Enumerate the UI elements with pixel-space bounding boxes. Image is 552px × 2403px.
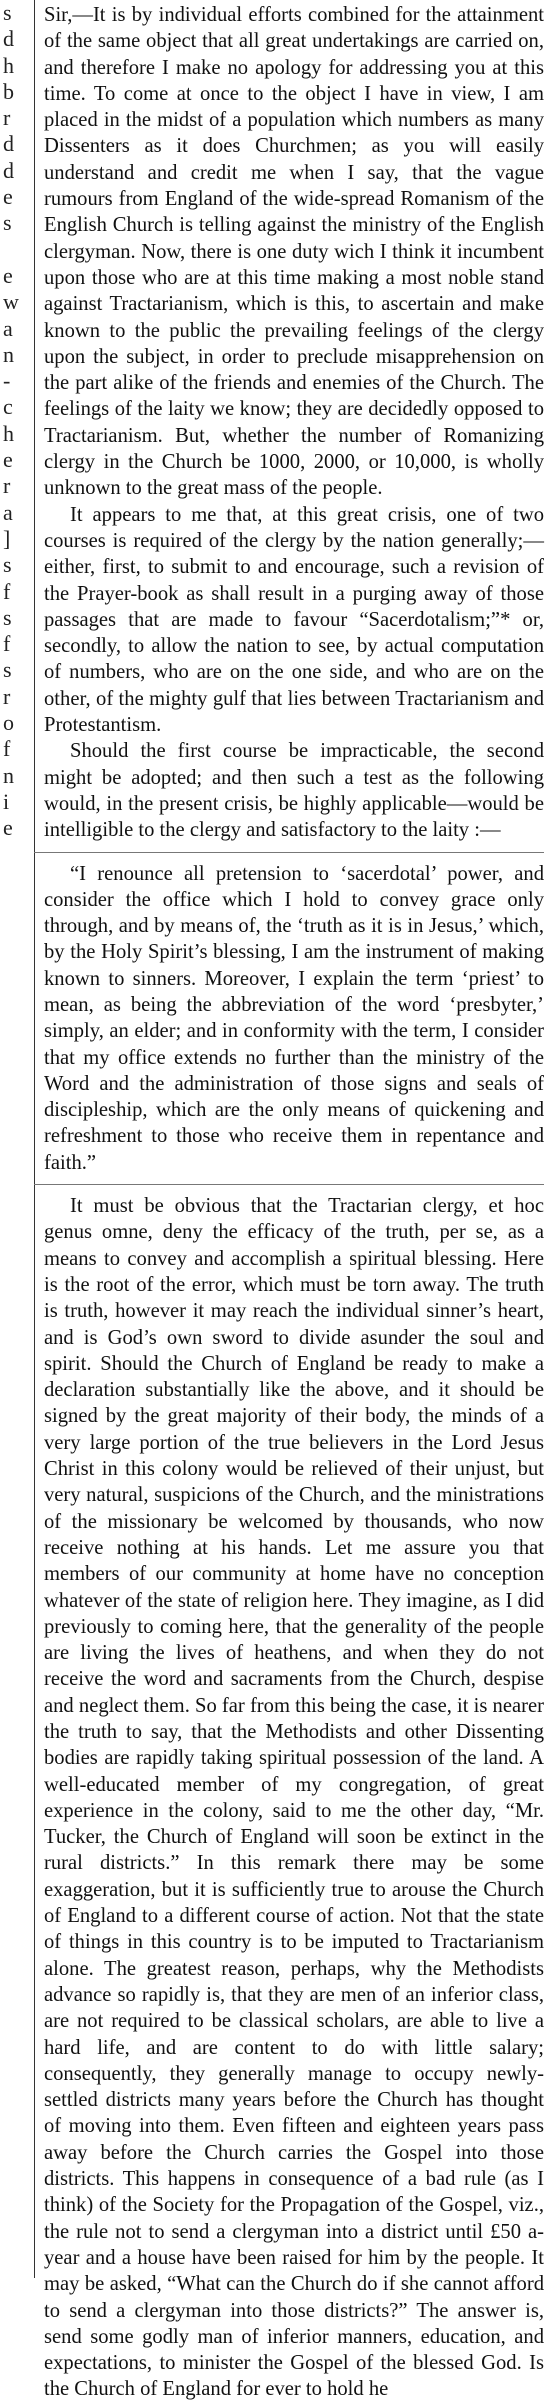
margin-letter: h bbox=[3, 420, 14, 446]
margin-letter: i bbox=[3, 788, 10, 814]
separator-top bbox=[34, 852, 544, 853]
separator-bottom bbox=[34, 1184, 544, 1185]
margin-letter: h bbox=[3, 52, 14, 78]
margin-letter bbox=[0, 237, 30, 263]
margin-letter: c bbox=[3, 394, 13, 420]
margin-letter: f bbox=[3, 578, 11, 604]
margin-letter: - bbox=[3, 368, 11, 394]
margin-letter: s bbox=[3, 552, 12, 578]
margin-letter: d bbox=[3, 131, 14, 157]
margin-letter: s bbox=[3, 210, 12, 236]
margin-letter: s bbox=[3, 657, 12, 683]
paragraph-test: Should the first course be impracticable, the second might be adopted; and then such a test as the following would, in the present crisis, be highly applicable—would be intelligible to the clergy and satisfactory to the laity :— bbox=[44, 740, 544, 842]
margin-letter: s bbox=[3, 604, 12, 630]
margin-letter: e bbox=[3, 447, 13, 473]
margin-letter: d bbox=[3, 157, 14, 183]
paragraph-argument: It must be obvious that the Tractarian clergy, et hoc genus omne, deny the efficacy of the truth, per se, as a means to convey and accomplish a spiritual blessing. Here is the root of the error, which must be torn away. The truth is truth, however it may reach the individual sinner’s heart, and is God’s own sword to divide asunder the soul and spirit. Should the Church of England be ready to make a declaration substantially like the above, and it should be signed by the great majority of their body, the minds of a very large portion of the true believers in the Lord Jesus Christ in this colony would be relieved of their unjust, but very natural, suspicions of the Church, and the ministrations of the missionary be welcomed by thousands, who now receive nothing at his hands. Let me assure you that members of our community at home have no conception whatever of the state of religion here. They imagine, as I did previously to coming here, that the generality of the people are living the lives of heathens, and when they do not receive the word and sacraments from the Church, despise and neglect them. So far from this being the case, it is nearer the truth to say, that the Methodists and other Dissenting bodies are rapidly taking spiritual possession of the land. A well-educated member of my congregation, of great experience in the colony, said to me the other day, “Mr. Tucker, the Church of England will soon be extinct in the rural districts.” In this remark there may be some exaggeration, but it is sufficiently true to arouse the Church of England to a different course of action. Not that the state of things in this country is to be imputed to Tractarianism alone. The greatest reason, perhaps, why the Methodists advance so rapidly is, that they are men of an inferior class, are not required to be classical scholars, are able to live a hard life, and are content to do with little salary; consequently, they generally manage to occupy newly-settled districts many years before the Church has thought of moving into them. Even fifteen and eighteen years pass away before the Church carries the Gospel into those districts. This happens in consequence of a bad rule (as I think) of the Society for the Propagation of the Gospel, viz., the rule not to send a clergyman into a district until £50 a-year and a house have been raised for him by the people. It may be asked, “What can the Church do if she cannot afford to send a clergyman into those districts?” The answer is, send some godly man of inferior manners, education, and expectations, to minister the Gospel of the blessed God. Is the Church of England for ever to hold he bbox=[44, 1195, 544, 2401]
column-rule bbox=[34, 0, 35, 2278]
margin-letter: r bbox=[3, 473, 11, 499]
margin-letter: n bbox=[3, 341, 14, 367]
margin-letter: f bbox=[3, 631, 11, 657]
left-margin-letters bbox=[0, 0, 30, 2278]
margin-letter: e bbox=[3, 815, 13, 841]
margin-letter: n bbox=[3, 762, 14, 788]
margin-letter: f bbox=[3, 736, 11, 762]
margin-letter: d bbox=[3, 26, 14, 52]
margin-letter: e bbox=[3, 262, 13, 288]
margin-letter: ] bbox=[3, 525, 11, 551]
margin-letter: a bbox=[3, 315, 13, 341]
paragraph-opening: Sir,—It is by individual efforts combined for the attainment of the same object that all great undertakings are carried on, and therefore I make no apology for addressing you at this time. To come at once to the object I have in view, I am placed in the midst of a population which numbers as many Dissenters as it does Churchmen; as you will easily understand and credit me when I say, that the vague rumours from England of the wide-spread Romanism of the English Church is telling against the ministry of the English clergyman. Now, there is one duty wich I think it incumbent upon those who are at this time making a most noble stand against Tractarianism, which is this, to ascertain and make known to the public the prevailing feelings of the clergy upon the subject, in order to preclude misapprehension on the part alike of the friends and enemies of the Church. The feelings of the laity we know; they are decidedly opposed to Tractarianism. But, whether the number of Romanizing clergy in the Church be 1000, 2000, or 10,000, is wholly unknown to the great mass of the people. bbox=[44, 4, 544, 500]
paragraph-courses: It appears to me that, at this great crisis, one of two courses is required of the clergy by the nation generally;—either, first, to submit to and encourage, such a revision of the Prayer-book as shall result in a purging away of those passages that are made to favour “Sacerdotalism;”* or, secondly, to allow the nation to see, by actual computation of numbers, who are on the one side, and who are on the other, of the mighty gulf that lies between Tractarianism and Protestantism. bbox=[44, 503, 544, 737]
letter-column bbox=[44, 2, 544, 2403]
margin-letter: r bbox=[3, 105, 11, 131]
margin-letter: e bbox=[3, 184, 13, 210]
margin-letter: s bbox=[3, 0, 12, 25]
margin-letter: w bbox=[3, 289, 19, 315]
margin-letter: o bbox=[3, 710, 14, 736]
margin-letter: a bbox=[3, 499, 13, 525]
margin-letter: b bbox=[3, 78, 14, 104]
margin-letter: r bbox=[3, 683, 11, 709]
paragraph-declaration-quote: “I renounce all pretension to ‘sacerdotal’ power, and consider the office which I hold to convey grace only through, and by means of, the ‘truth as it is in Jesus,’ which, by the Holy Spirit’s blessing, I am the instrument of making known to sinners. Moreover, I explain the term ‘priest’ to mean, as being the abbreviation of the word ‘presbyter,’ simply, an elder; and in conformity with the term, I consider that my office extends no further than the ministry of the Word and the administration of those signs and seals of discipleship, which are the only means of quickening and refreshment to those who receive them in repentance and faith.” bbox=[44, 862, 544, 1174]
